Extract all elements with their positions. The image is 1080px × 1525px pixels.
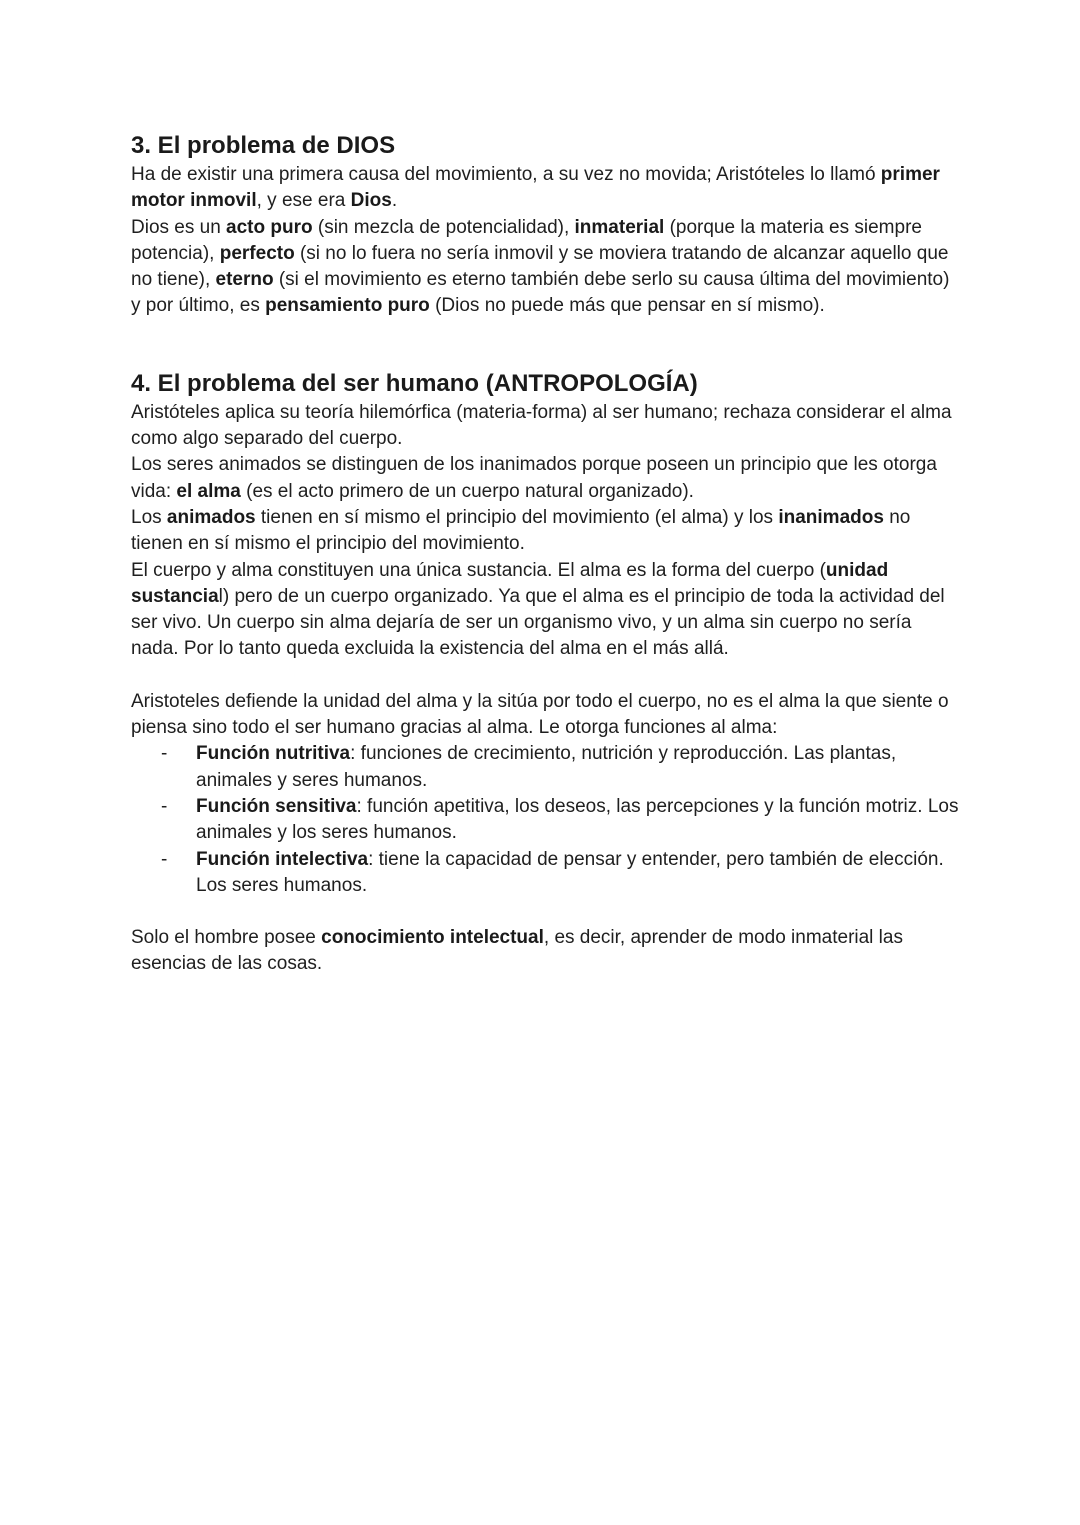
section-4-paragraph-3: Los animados tienen en sí mismo el principio del movimiento (el alma) y los inanimados no tienen en sí mismo el principio del movimiento. [131,506,911,555]
paragraph-spacer [131,663,961,689]
list-item-nutritive-function: - Función nutritiva: funciones de crecimiento, nutrición y reproducción. Las plantas, animales y seres humanos. [161,743,897,791]
list-bullet: - [161,848,168,870]
section-3-paragraph-2: Dios es un acto puro (sin mezcla de potencialidad), inmaterial (porque la materia es siempre potencia), perfecto (si no lo fuera no sería inmovil y se moviera tratando de alcanzar aquello que no tiene), eterno (si el movimiento es eterno también debe serlo su causa última del movimiento) y por último, es pensamiento puro (Dios no puede más que pensar en sí mismo). [131,216,950,317]
section-4-paragraph-1: Aristóteles aplica su teoría hilemórfica (materia-forma) al ser humano; rechaza considerar el alma como algo separado del cuerpo. [131,401,952,450]
section-3-paragraph-1: Ha de existir una primera causa del movimiento, a su vez no movida; Aristóteles lo llamó primer motor inmovil, y ese era Dios. [131,164,940,212]
list-item-sensitive-function: - Función sensitiva: función apetitiva, los deseos, las percepciones y la función motriz. Los animales y los seres humanos. [161,795,959,844]
section-4-paragraph-2: Los seres animados se distinguen de los inanimados porque poseen un principio que les otorga vida: el alma (es el acto primero de un cuerpo natural organizado). [131,454,937,502]
section-3-heading: 3. El problema de DIOS [131,132,396,159]
section-4-paragraph-4: El cuerpo y alma constituyen una única sustancia. El alma es la forma del cuerpo (unidad sustancial) pero de un cuerpo organizado. Ya que el alma es el principio de toda la actividad del ser vivo. Un cuerpo sin alma dejaría de ser un organismo vivo, y un alma sin cuerpo no sería nada. Por lo tanto queda excluida la existencia del alma en el más allá. [131,559,945,660]
soul-functions-list [131,741,961,899]
paragraph-spacer [131,899,961,925]
document-page [131,130,961,978]
section-spacer [131,320,961,368]
section-4-heading: 4. El problema del ser humano (ANTROPOLOGÍA) [131,369,698,397]
list-bullet: - [161,795,168,817]
section-4-paragraph-5: Aristoteles defiende la unidad del alma y la sitúa por todo el cuerpo, no es el alma la que siente o piensa sino todo el ser humano gracias al alma. Le otorga funciones al alma: [131,690,949,739]
section-4-paragraph-6: Solo el hombre posee conocimiento intelectual, es decir, aprender de modo inmaterial las esencias de las cosas. [131,927,903,975]
list-bullet: - [161,743,168,765]
list-item-intellective-function: - Función intelectiva: tiene la capacidad de pensar y entender, pero también de elección. Los seres humanos. [161,848,944,896]
